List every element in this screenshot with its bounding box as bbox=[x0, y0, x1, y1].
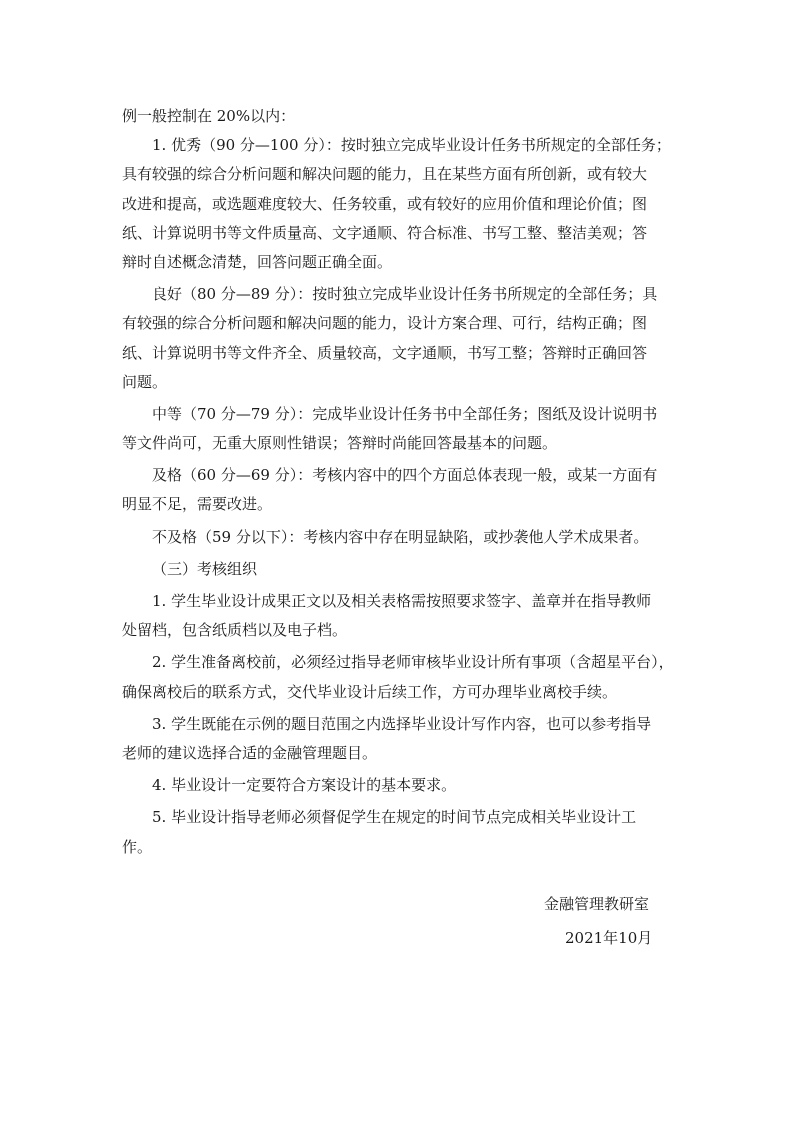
text-line: 中等（70 分—79 分）：完成毕业设计任务书中全部任务；图纸及设计说明书 bbox=[152, 404, 658, 423]
organization-item-3 bbox=[122, 710, 692, 768]
organization-item-1 bbox=[122, 587, 692, 645]
text-line: 辩时自述概念清楚，回答问题正确全面。 bbox=[122, 252, 393, 271]
text-line: 具有较强的综合分析问题和解决问题的能力，且在某些方面有所创新，或有较大 bbox=[122, 165, 648, 184]
section-heading: （三）考核组织 bbox=[152, 559, 258, 578]
grade-fail-paragraph bbox=[122, 523, 692, 552]
grade-pass-paragraph bbox=[122, 461, 692, 519]
text-line: 改进和提高，或选题难度较大、任务较重，或有较好的应用价值和理论价值；图 bbox=[122, 194, 648, 213]
signature-date: 2021年10月 bbox=[565, 929, 653, 947]
text-line: 3. 学生既能在示例的题目范围之内选择毕业设计写作内容，也可以参考指导 bbox=[152, 714, 652, 733]
text-line: 1. 优秀（90 分—100 分）：按时独立完成毕业设计任务书所规定的全部任务； bbox=[152, 136, 671, 155]
text-line: 纸、计算说明书等文件质量高、文字通顺、符合标准、书写工整、整洁美观；答 bbox=[122, 223, 648, 242]
text-line: 5. 毕业设计指导老师必须督促学生在规定的时间节点完成相关毕业设计工 bbox=[152, 808, 637, 827]
text-line: 1. 学生毕业设计成果正文以及相关表格需按照要求签字、盖章并在指导教师 bbox=[152, 592, 652, 610]
grade-good-paragraph bbox=[122, 280, 692, 397]
organization-item-4 bbox=[122, 771, 692, 800]
text-line: 纸、计算说明书等文件齐全、质量较高，文字通顺，书写工整；答辩时正确回答 bbox=[122, 343, 648, 362]
text-line: 2. 学生准备离校前，必须经过指导老师审核毕业设计所有事项（含超星平台）， bbox=[152, 653, 674, 672]
grade-medium-paragraph bbox=[122, 400, 692, 458]
text-line: 及格（60 分—69 分）：考核内容中的四个方面总体表现一般，或某一方面有 bbox=[152, 466, 658, 485]
intro-line: 例一般控制在 20%以内： bbox=[122, 107, 296, 125]
text-line: 良好（80 分—89 分）：按时独立完成毕业设计任务书所规定的全部任务；具 bbox=[152, 285, 658, 304]
text-line: 等文件尚可，无重大原则性错误；答辩时尚能回答最基本的问题。 bbox=[122, 434, 558, 453]
organization-item-2 bbox=[122, 648, 692, 706]
text-line: 明显不足，需要改进。 bbox=[122, 495, 273, 514]
organization-item-5 bbox=[122, 803, 692, 861]
text-line: 问题。 bbox=[122, 372, 168, 391]
text-line: 处留档，包含纸质档以及电子档。 bbox=[122, 621, 348, 640]
signature-department: 金融管理教研室 bbox=[543, 895, 649, 913]
text-line: 确保离校后的联系方式，交代毕业设计后续工作，方可办理毕业离校手续。 bbox=[122, 682, 618, 701]
text-line: 作。 bbox=[122, 837, 153, 856]
document-body bbox=[122, 102, 692, 862]
grade-excellent-paragraph bbox=[122, 131, 692, 277]
text-line: 不及格（59 分以下）：考核内容中存在明显缺陷，或抄袭他人学术成果者。 bbox=[152, 527, 649, 546]
text-line: 4. 毕业设计一定要符合方案设计的基本要求。 bbox=[152, 776, 457, 795]
text-line: 有较强的综合分析问题和解决问题的能力，设计方案合理、可行，结构正确；图 bbox=[122, 314, 648, 333]
text-line: 老师的建议选择合适的金融管理题目。 bbox=[122, 743, 378, 762]
